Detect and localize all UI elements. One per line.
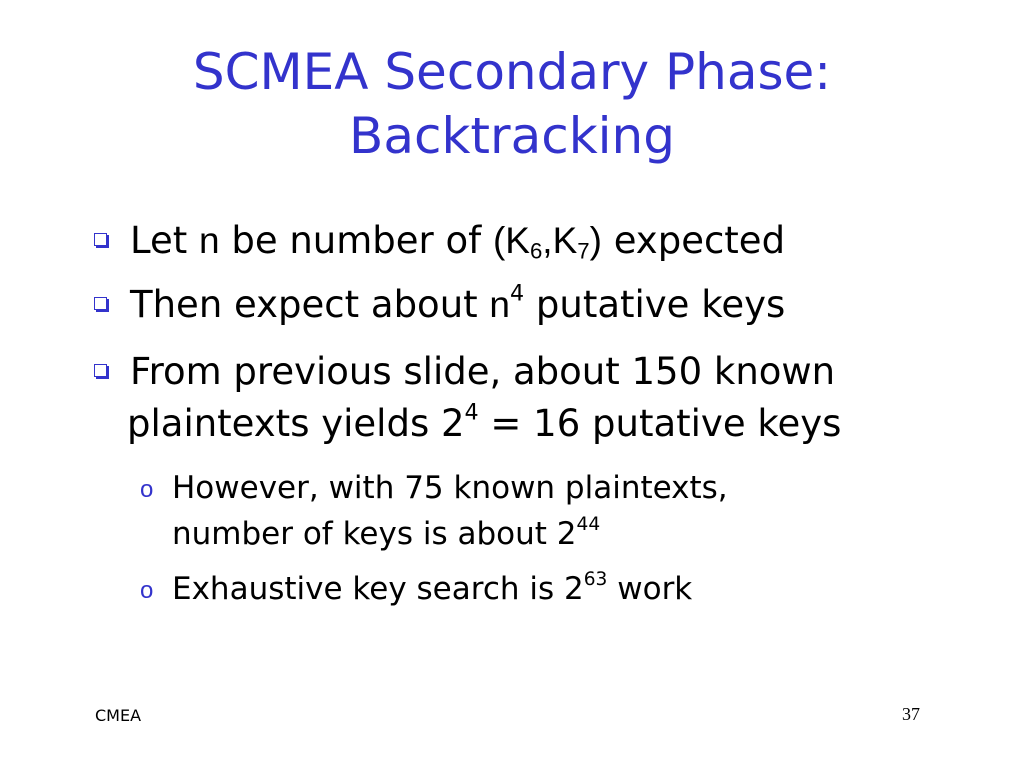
- square-bullet-icon: [94, 364, 107, 377]
- bullet-3-line-2: plaintexts yields $2^4 = 16$ putative keys: [127, 399, 842, 445]
- subbullet-1-line-1: However, with 75 known plaintexts,: [172, 470, 728, 506]
- bullet-2-text: Then expect about $n^4$ putative keys: [130, 280, 786, 326]
- circle-bullet-icon: o: [140, 476, 154, 503]
- superscript-4: 4: [510, 280, 525, 307]
- square-bullet-icon: [94, 233, 107, 246]
- slide-title: [60, 40, 964, 168]
- title-line-1: SCMEA Secondary Phase:: [192, 43, 832, 101]
- footer-label: CMEA: [95, 706, 142, 725]
- page-number: 37: [902, 704, 920, 724]
- key-pair-close: ): [589, 220, 602, 261]
- key-pair-mid: ,K: [542, 220, 578, 261]
- bullet-3-line-1: From previous slide, about 150 known: [130, 350, 836, 393]
- subscript-7: 7: [577, 238, 590, 264]
- superscript-4: 4: [464, 399, 479, 426]
- superscript-63: 63: [583, 569, 608, 591]
- subbullet-2-text: Exhaustive key search is $2^{63}$ work: [172, 569, 693, 607]
- variable-n: n: [199, 220, 220, 261]
- key-pair-open: (K: [492, 220, 530, 261]
- superscript-44: 44: [576, 514, 601, 536]
- variable-n: n: [489, 284, 510, 325]
- subbullet-1-line-2: number of keys is about $2^{44}$: [172, 514, 601, 552]
- title-line-2: Backtracking: [349, 107, 675, 165]
- circle-bullet-icon: o: [140, 577, 154, 604]
- bullet-1-text: Let n be number of $(K_6,K_7)$ expected: [130, 219, 786, 264]
- subscript-6: 6: [529, 238, 543, 264]
- square-bullet-icon: [94, 297, 107, 310]
